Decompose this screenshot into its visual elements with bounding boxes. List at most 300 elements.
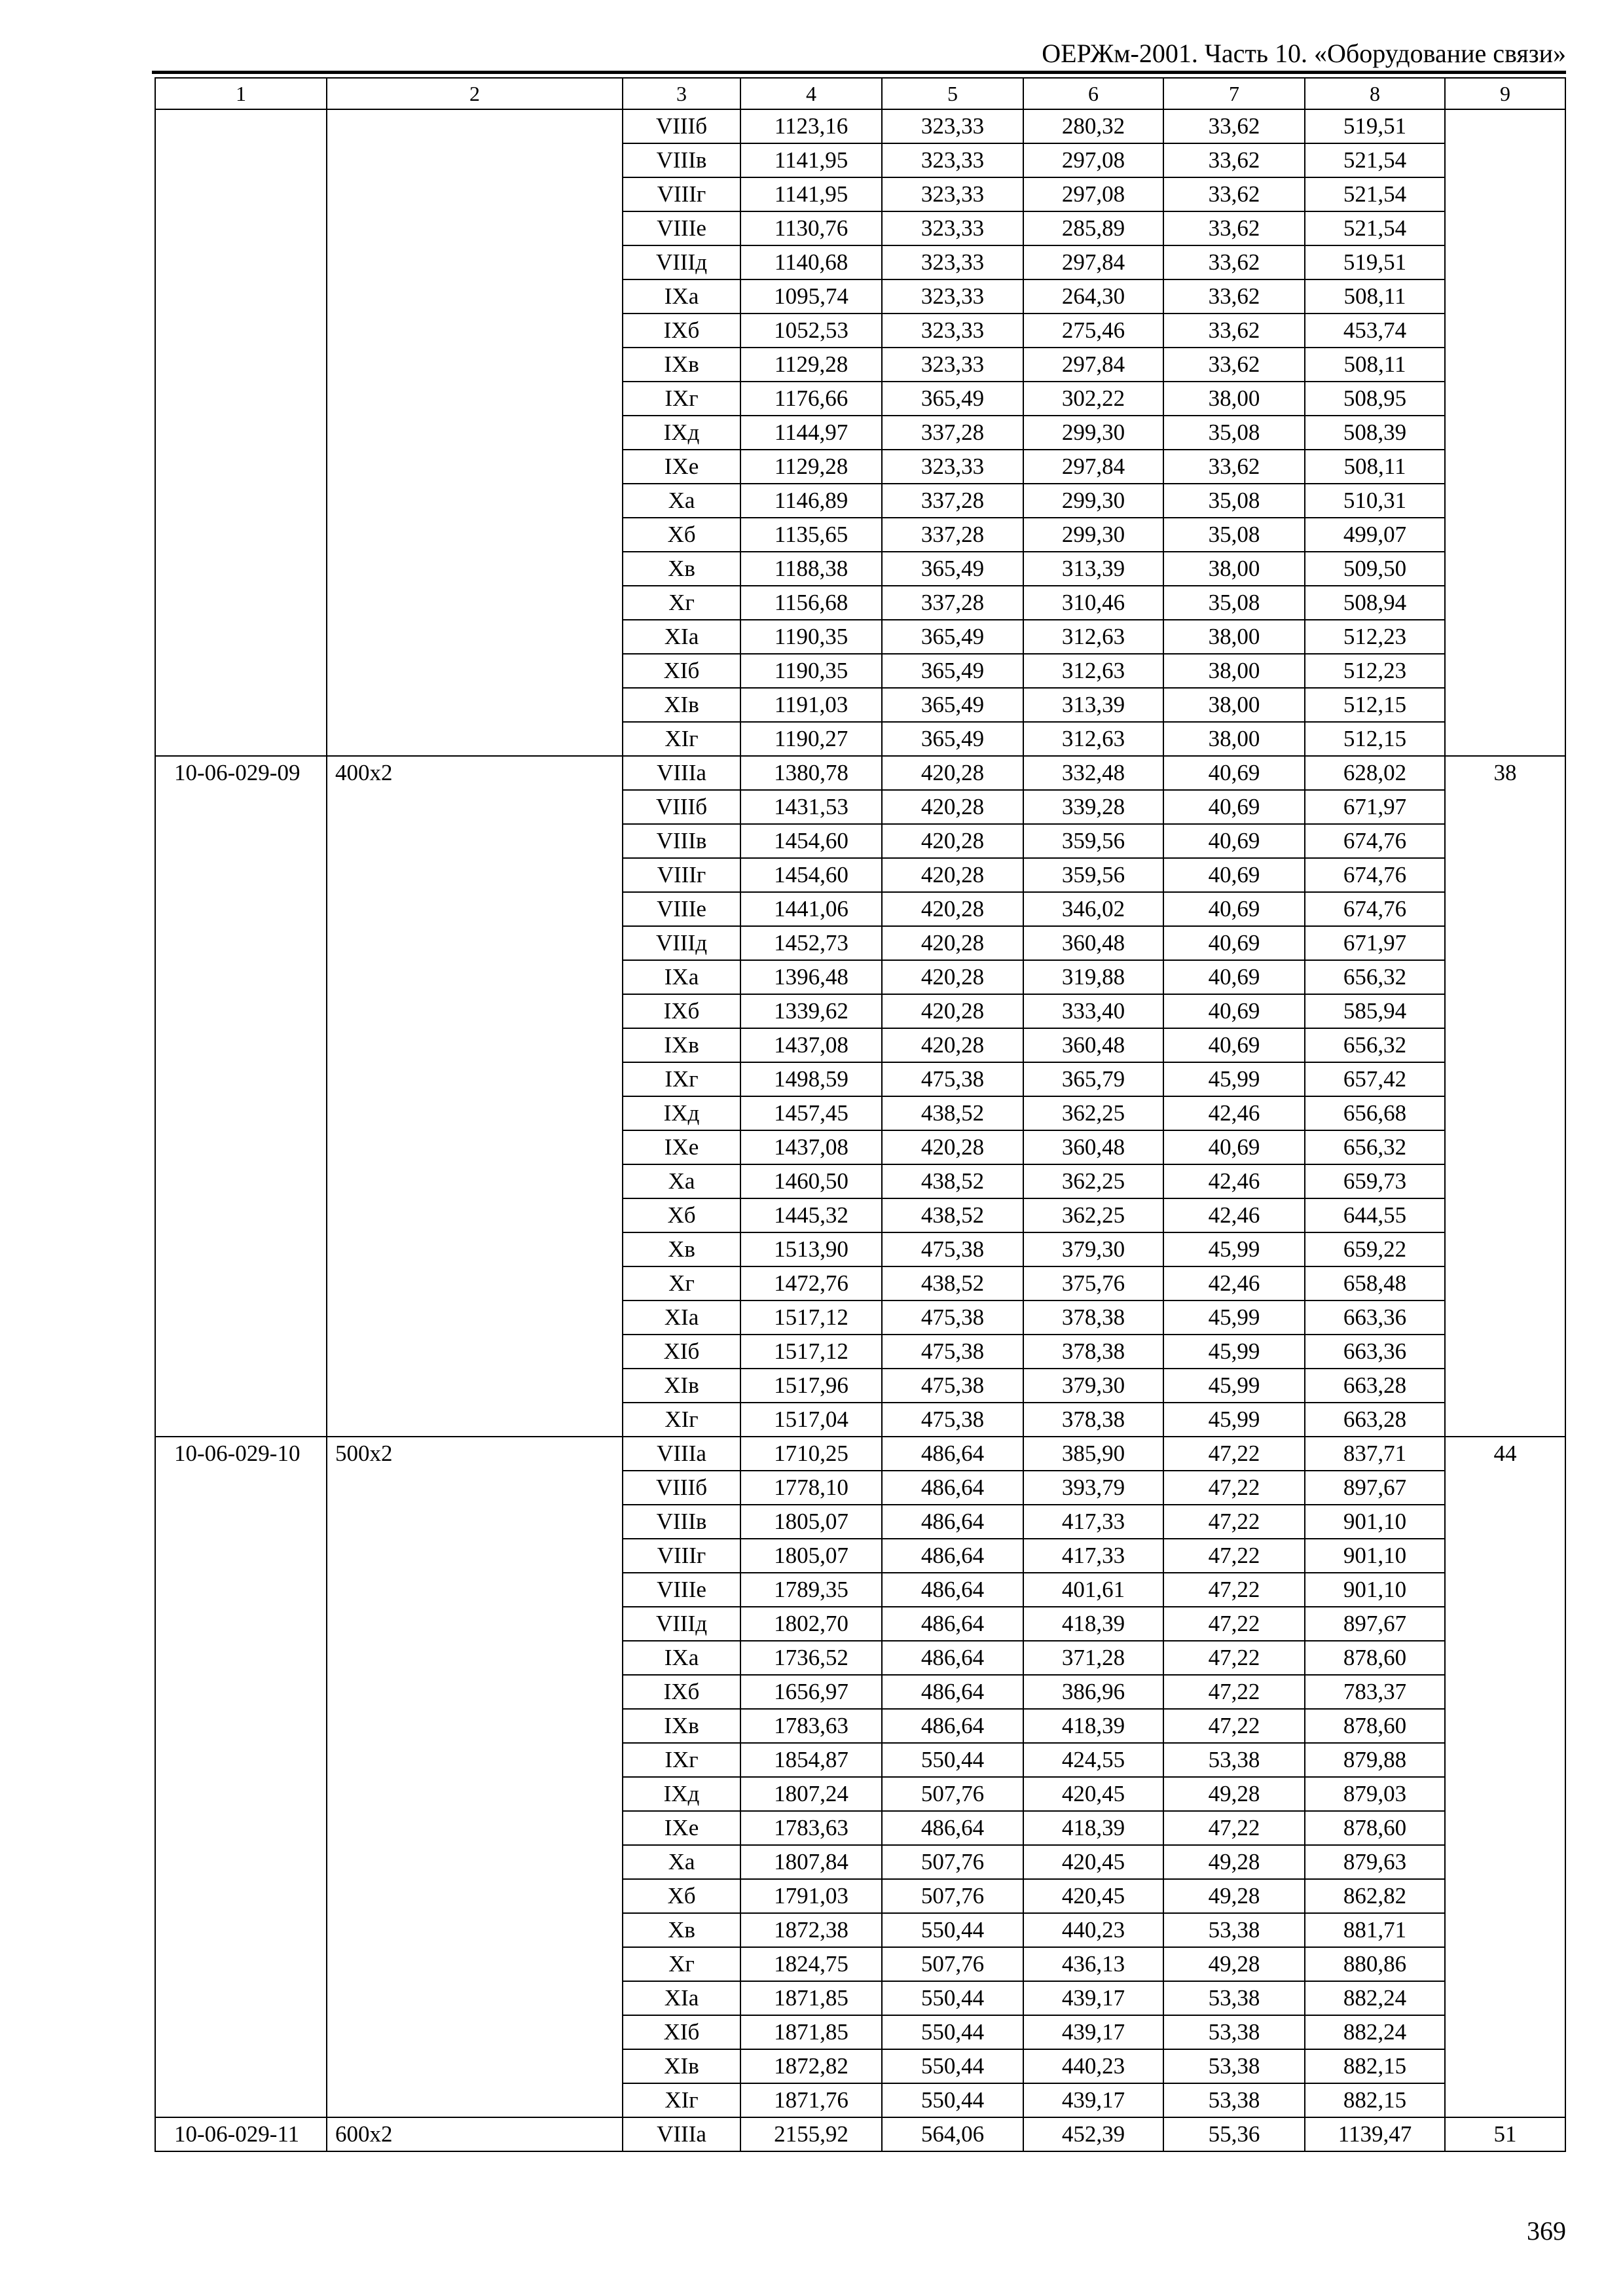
zone-cell: VIIIа	[623, 1437, 740, 1471]
materials-cell: 1139,47	[1305, 2117, 1445, 2151]
wages-cell: 420,28	[882, 1028, 1023, 1062]
wages-cell: 365,49	[882, 688, 1023, 722]
materials-cell: 521,54	[1305, 177, 1445, 211]
materials-cell: 508,39	[1305, 416, 1445, 450]
operator-wages-cell: 47,22	[1163, 1607, 1305, 1641]
total-cost-cell: 1380,78	[740, 756, 882, 790]
machine-cost-cell: 333,40	[1023, 994, 1163, 1028]
operator-wages-cell: 45,99	[1163, 1369, 1305, 1403]
wages-cell: 438,52	[882, 1164, 1023, 1198]
materials-cell: 663,36	[1305, 1300, 1445, 1335]
total-cost-cell: 1052,53	[740, 314, 882, 348]
total-cost-cell: 1872,82	[740, 2049, 882, 2083]
operator-wages-cell: 38,00	[1163, 654, 1305, 688]
total-cost-cell: 1190,35	[740, 654, 882, 688]
zone-cell: XIа	[623, 620, 740, 654]
zone-cell: VIIIб	[623, 1471, 740, 1505]
wages-cell: 507,76	[882, 1947, 1023, 1981]
materials-cell: 862,82	[1305, 1879, 1445, 1913]
materials-cell: 656,32	[1305, 1130, 1445, 1164]
wages-cell: 323,33	[882, 109, 1023, 143]
materials-cell: 882,15	[1305, 2083, 1445, 2117]
materials-cell: 659,73	[1305, 1164, 1445, 1198]
total-cost-cell: 1457,45	[740, 1096, 882, 1130]
total-cost-cell: 1339,62	[740, 994, 882, 1028]
wages-cell: 486,64	[882, 1539, 1023, 1573]
materials-cell: 663,36	[1305, 1335, 1445, 1369]
operator-wages-cell: 40,69	[1163, 790, 1305, 824]
total-cost-cell: 1191,03	[740, 688, 882, 722]
materials-cell: 510,31	[1305, 484, 1445, 518]
operator-wages-cell: 49,28	[1163, 1777, 1305, 1811]
wages-cell: 337,28	[882, 518, 1023, 552]
wages-cell: 420,28	[882, 994, 1023, 1028]
zone-cell: Xб	[623, 1198, 740, 1232]
materials-cell: 508,11	[1305, 348, 1445, 382]
table-row	[155, 756, 1565, 790]
wages-cell: 323,33	[882, 314, 1023, 348]
header-rule	[152, 71, 1566, 74]
total-cost-cell: 1805,07	[740, 1539, 882, 1573]
machine-cost-cell: 312,63	[1023, 620, 1163, 654]
machine-cost-cell: 310,46	[1023, 586, 1163, 620]
zone-cell: VIIIе	[623, 1573, 740, 1607]
operator-wages-cell: 40,69	[1163, 892, 1305, 926]
zone-cell: XIг	[623, 722, 740, 756]
materials-cell: 656,32	[1305, 1028, 1445, 1062]
wages-cell: 323,33	[882, 450, 1023, 484]
operator-wages-cell: 49,28	[1163, 1845, 1305, 1879]
operator-wages-cell: 35,08	[1163, 518, 1305, 552]
zone-cell: IXд	[623, 1096, 740, 1130]
machine-cost-cell: 378,38	[1023, 1335, 1163, 1369]
machine-cost-cell: 339,28	[1023, 790, 1163, 824]
operator-wages-cell: 40,69	[1163, 756, 1305, 790]
wages-cell: 550,44	[882, 1981, 1023, 2015]
total-cost-cell: 1517,96	[740, 1369, 882, 1403]
zone-cell: VIIIе	[623, 892, 740, 926]
wages-cell: 475,38	[882, 1369, 1023, 1403]
rates-table	[155, 77, 1566, 2152]
materials-cell: 521,54	[1305, 211, 1445, 245]
wages-cell: 438,52	[882, 1198, 1023, 1232]
materials-cell: 499,07	[1305, 518, 1445, 552]
column-number: 5	[882, 78, 1023, 109]
wages-cell: 420,28	[882, 892, 1023, 926]
total-cost-cell: 1656,97	[740, 1675, 882, 1709]
materials-cell: 508,11	[1305, 450, 1445, 484]
operator-wages-cell: 49,28	[1163, 1947, 1305, 1981]
total-cost-cell: 1129,28	[740, 450, 882, 484]
operator-wages-cell: 47,22	[1163, 1471, 1305, 1505]
materials-cell: 585,94	[1305, 994, 1445, 1028]
page-header-title: ОЕРЖм-2001. Часть 10. «Оборудование связи»	[1042, 39, 1566, 68]
total-cost-cell: 1176,66	[740, 382, 882, 416]
machine-cost-cell: 371,28	[1023, 1641, 1163, 1675]
zone-cell: VIIIв	[623, 1505, 740, 1539]
machine-cost-cell: 312,63	[1023, 722, 1163, 756]
machine-cost-cell: 264,30	[1023, 279, 1163, 314]
materials-cell: 519,51	[1305, 109, 1445, 143]
zone-cell: XIа	[623, 1300, 740, 1335]
materials-cell: 644,55	[1305, 1198, 1445, 1232]
operator-wages-cell: 42,46	[1163, 1266, 1305, 1300]
wages-cell: 475,38	[882, 1335, 1023, 1369]
zone-cell: VIIIд	[623, 245, 740, 279]
machine-cost-cell: 275,46	[1023, 314, 1163, 348]
machine-cost-cell: 297,84	[1023, 245, 1163, 279]
rate-code-cell: 10-06-029-09	[155, 756, 327, 1437]
zone-cell: IXб	[623, 1675, 740, 1709]
zone-cell: Xв	[623, 552, 740, 586]
zone-cell: VIIIв	[623, 143, 740, 177]
materials-cell: 882,15	[1305, 2049, 1445, 2083]
zone-cell: IXе	[623, 1811, 740, 1845]
wages-cell: 323,33	[882, 143, 1023, 177]
operator-wages-cell: 35,08	[1163, 586, 1305, 620]
total-cost-cell: 1141,95	[740, 143, 882, 177]
wages-cell: 438,52	[882, 1266, 1023, 1300]
zone-cell: VIIIе	[623, 211, 740, 245]
materials-cell: 657,42	[1305, 1062, 1445, 1096]
materials-cell: 512,23	[1305, 620, 1445, 654]
total-cost-cell: 1146,89	[740, 484, 882, 518]
column-number: 2	[327, 78, 623, 109]
zone-cell: XIг	[623, 1403, 740, 1437]
column-number: 7	[1163, 78, 1305, 109]
operator-wages-cell: 40,69	[1163, 1028, 1305, 1062]
total-cost-cell: 1791,03	[740, 1879, 882, 1913]
machine-cost-cell: 418,39	[1023, 1811, 1163, 1845]
total-cost-cell: 1498,59	[740, 1062, 882, 1096]
wages-cell: 507,76	[882, 1845, 1023, 1879]
operator-wages-cell: 40,69	[1163, 1130, 1305, 1164]
zone-cell: VIIIа	[623, 756, 740, 790]
materials-cell: 512,15	[1305, 722, 1445, 756]
wages-cell: 420,28	[882, 926, 1023, 960]
rate-code-cell: 10-06-029-11	[155, 2117, 327, 2151]
machine-cost-cell: 420,45	[1023, 1777, 1163, 1811]
operator-wages-cell: 53,38	[1163, 1981, 1305, 2015]
operator-wages-cell: 33,62	[1163, 314, 1305, 348]
wages-cell: 365,49	[882, 654, 1023, 688]
wages-cell: 550,44	[882, 2049, 1023, 2083]
machine-cost-cell: 420,45	[1023, 1879, 1163, 1913]
machine-cost-cell: 313,39	[1023, 552, 1163, 586]
zone-cell: XIв	[623, 688, 740, 722]
total-cost-cell: 1871,76	[740, 2083, 882, 2117]
operator-wages-cell: 38,00	[1163, 688, 1305, 722]
operator-wages-cell: 35,08	[1163, 416, 1305, 450]
rate-name-cell: 600x2	[327, 2117, 623, 2151]
total-cost-cell: 1783,63	[740, 1709, 882, 1743]
operator-wages-cell: 47,22	[1163, 1675, 1305, 1709]
zone-cell: IXб	[623, 994, 740, 1028]
wages-cell: 323,33	[882, 245, 1023, 279]
table-row	[155, 1437, 1565, 1471]
machine-cost-cell: 424,55	[1023, 1743, 1163, 1777]
zone-cell: IXа	[623, 279, 740, 314]
operator-wages-cell: 33,62	[1163, 348, 1305, 382]
operator-wages-cell: 40,69	[1163, 824, 1305, 858]
labor-cost-cell: 44	[1445, 1437, 1565, 2117]
zone-cell: Xа	[623, 484, 740, 518]
zone-cell: XIг	[623, 2083, 740, 2117]
zone-cell: Xг	[623, 1947, 740, 1981]
materials-cell: 897,67	[1305, 1607, 1445, 1641]
total-cost-cell: 1517,12	[740, 1335, 882, 1369]
materials-cell: 521,54	[1305, 143, 1445, 177]
wages-cell: 475,38	[882, 1403, 1023, 1437]
total-cost-cell: 1135,65	[740, 518, 882, 552]
table-row	[155, 2117, 1565, 2151]
total-cost-cell: 1802,70	[740, 1607, 882, 1641]
materials-cell: 897,67	[1305, 1471, 1445, 1505]
operator-wages-cell: 33,62	[1163, 245, 1305, 279]
materials-cell: 882,24	[1305, 1981, 1445, 2015]
zone-cell: IXв	[623, 1028, 740, 1062]
wages-cell: 564,06	[882, 2117, 1023, 2151]
materials-cell: 783,37	[1305, 1675, 1445, 1709]
operator-wages-cell: 45,99	[1163, 1062, 1305, 1096]
wages-cell: 365,49	[882, 552, 1023, 586]
total-cost-cell: 1454,60	[740, 858, 882, 892]
wages-cell: 486,64	[882, 1607, 1023, 1641]
operator-wages-cell: 45,99	[1163, 1232, 1305, 1266]
materials-cell: 674,76	[1305, 824, 1445, 858]
total-cost-cell: 1141,95	[740, 177, 882, 211]
total-cost-cell: 1513,90	[740, 1232, 882, 1266]
labor-cost-cell	[1445, 109, 1565, 756]
operator-wages-cell: 49,28	[1163, 1879, 1305, 1913]
wages-cell: 486,64	[882, 1641, 1023, 1675]
machine-cost-cell: 362,25	[1023, 1164, 1163, 1198]
operator-wages-cell: 33,62	[1163, 211, 1305, 245]
machine-cost-cell: 359,56	[1023, 858, 1163, 892]
machine-cost-cell: 440,23	[1023, 1913, 1163, 1947]
wages-cell: 365,49	[882, 382, 1023, 416]
machine-cost-cell: 319,88	[1023, 960, 1163, 994]
wages-cell: 475,38	[882, 1232, 1023, 1266]
machine-cost-cell: 332,48	[1023, 756, 1163, 790]
wages-cell: 507,76	[882, 1879, 1023, 1913]
machine-cost-cell: 418,39	[1023, 1607, 1163, 1641]
zone-cell: Xб	[623, 1879, 740, 1913]
wages-cell: 486,64	[882, 1437, 1023, 1471]
total-cost-cell: 1095,74	[740, 279, 882, 314]
total-cost-cell: 1156,68	[740, 586, 882, 620]
wages-cell: 420,28	[882, 790, 1023, 824]
zone-cell: Xб	[623, 518, 740, 552]
wages-cell: 337,28	[882, 416, 1023, 450]
table-row	[155, 109, 1565, 143]
total-cost-cell: 1190,35	[740, 620, 882, 654]
wages-cell: 475,38	[882, 1300, 1023, 1335]
machine-cost-cell: 452,39	[1023, 2117, 1163, 2151]
total-cost-cell: 1517,04	[740, 1403, 882, 1437]
zone-cell: IXв	[623, 348, 740, 382]
total-cost-cell: 1872,38	[740, 1913, 882, 1947]
wages-cell: 550,44	[882, 1913, 1023, 1947]
materials-cell: 663,28	[1305, 1369, 1445, 1403]
wages-cell: 438,52	[882, 1096, 1023, 1130]
materials-cell: 628,02	[1305, 756, 1445, 790]
zone-cell: VIIIг	[623, 177, 740, 211]
column-number: 9	[1445, 78, 1565, 109]
total-cost-cell: 1441,06	[740, 892, 882, 926]
total-cost-cell: 1824,75	[740, 1947, 882, 1981]
total-cost-cell: 1445,32	[740, 1198, 882, 1232]
rate-name-cell: 400x2	[327, 756, 623, 1437]
machine-cost-cell: 299,30	[1023, 416, 1163, 450]
total-cost-cell: 1854,87	[740, 1743, 882, 1777]
total-cost-cell: 1190,27	[740, 722, 882, 756]
rate-name-cell	[327, 109, 623, 756]
zone-cell: IXд	[623, 1777, 740, 1811]
wages-cell: 475,38	[882, 1062, 1023, 1096]
machine-cost-cell: 297,08	[1023, 177, 1163, 211]
column-number: 8	[1305, 78, 1445, 109]
wages-cell: 365,49	[882, 722, 1023, 756]
machine-cost-cell: 362,25	[1023, 1198, 1163, 1232]
wages-cell: 323,33	[882, 211, 1023, 245]
machine-cost-cell: 401,61	[1023, 1573, 1163, 1607]
wages-cell: 486,64	[882, 1505, 1023, 1539]
zone-cell: VIIIг	[623, 858, 740, 892]
column-number: 6	[1023, 78, 1163, 109]
operator-wages-cell: 38,00	[1163, 620, 1305, 654]
materials-cell: 508,95	[1305, 382, 1445, 416]
wages-cell: 420,28	[882, 960, 1023, 994]
materials-cell: 879,03	[1305, 1777, 1445, 1811]
zone-cell: IXе	[623, 1130, 740, 1164]
total-cost-cell: 1188,38	[740, 552, 882, 586]
materials-cell: 671,97	[1305, 790, 1445, 824]
column-number: 4	[740, 78, 882, 109]
materials-cell: 659,22	[1305, 1232, 1445, 1266]
operator-wages-cell: 35,08	[1163, 484, 1305, 518]
materials-cell: 453,74	[1305, 314, 1445, 348]
total-cost-cell: 1460,50	[740, 1164, 882, 1198]
operator-wages-cell: 53,38	[1163, 2049, 1305, 2083]
wages-cell: 323,33	[882, 177, 1023, 211]
zone-cell: Xа	[623, 1845, 740, 1879]
total-cost-cell: 1454,60	[740, 824, 882, 858]
machine-cost-cell: 297,08	[1023, 143, 1163, 177]
operator-wages-cell: 53,38	[1163, 2015, 1305, 2049]
total-cost-cell: 1396,48	[740, 960, 882, 994]
total-cost-cell: 1123,16	[740, 109, 882, 143]
zone-cell: XIв	[623, 1369, 740, 1403]
wages-cell: 337,28	[882, 586, 1023, 620]
wages-cell: 486,64	[882, 1811, 1023, 1845]
operator-wages-cell: 42,46	[1163, 1096, 1305, 1130]
wages-cell: 486,64	[882, 1675, 1023, 1709]
rate-code-cell: 10-06-029-10	[155, 1437, 327, 2117]
zone-cell: VIIIб	[623, 790, 740, 824]
zone-cell: IXе	[623, 450, 740, 484]
operator-wages-cell: 40,69	[1163, 960, 1305, 994]
zone-cell: Xв	[623, 1232, 740, 1266]
machine-cost-cell: 280,32	[1023, 109, 1163, 143]
machine-cost-cell: 297,84	[1023, 348, 1163, 382]
materials-cell: 508,94	[1305, 586, 1445, 620]
materials-cell: 656,32	[1305, 960, 1445, 994]
machine-cost-cell: 378,38	[1023, 1403, 1163, 1437]
wages-cell: 486,64	[882, 1709, 1023, 1743]
materials-cell: 879,88	[1305, 1743, 1445, 1777]
operator-wages-cell: 40,69	[1163, 858, 1305, 892]
operator-wages-cell: 47,22	[1163, 1437, 1305, 1471]
zone-cell: IXд	[623, 416, 740, 450]
zone-cell: XIб	[623, 2015, 740, 2049]
wages-cell: 550,44	[882, 2083, 1023, 2117]
wages-cell: 507,76	[882, 1777, 1023, 1811]
materials-cell: 901,10	[1305, 1505, 1445, 1539]
machine-cost-cell: 417,33	[1023, 1539, 1163, 1573]
total-cost-cell: 1129,28	[740, 348, 882, 382]
materials-cell: 878,60	[1305, 1641, 1445, 1675]
wages-cell: 486,64	[882, 1471, 1023, 1505]
zone-cell: IXа	[623, 1641, 740, 1675]
total-cost-cell: 1517,12	[740, 1300, 882, 1335]
machine-cost-cell: 362,25	[1023, 1096, 1163, 1130]
column-number-row	[155, 78, 1565, 109]
materials-cell: 512,15	[1305, 688, 1445, 722]
zone-cell: IXа	[623, 960, 740, 994]
zone-cell: IXг	[623, 382, 740, 416]
rate-code-cell	[155, 109, 327, 756]
machine-cost-cell: 378,38	[1023, 1300, 1163, 1335]
total-cost-cell: 1437,08	[740, 1028, 882, 1062]
materials-cell: 656,68	[1305, 1096, 1445, 1130]
materials-cell: 671,97	[1305, 926, 1445, 960]
zone-cell: VIIIд	[623, 926, 740, 960]
total-cost-cell: 1736,52	[740, 1641, 882, 1675]
machine-cost-cell: 385,90	[1023, 1437, 1163, 1471]
machine-cost-cell: 359,56	[1023, 824, 1163, 858]
operator-wages-cell: 47,22	[1163, 1539, 1305, 1573]
machine-cost-cell: 299,30	[1023, 484, 1163, 518]
zone-cell: IXг	[623, 1743, 740, 1777]
total-cost-cell: 1807,24	[740, 1777, 882, 1811]
materials-cell: 663,28	[1305, 1403, 1445, 1437]
materials-cell: 878,60	[1305, 1709, 1445, 1743]
zone-cell: IXб	[623, 314, 740, 348]
zone-cell: XIб	[623, 1335, 740, 1369]
total-cost-cell: 1452,73	[740, 926, 882, 960]
operator-wages-cell: 33,62	[1163, 279, 1305, 314]
zone-cell: VIIIд	[623, 1607, 740, 1641]
materials-cell: 512,23	[1305, 654, 1445, 688]
machine-cost-cell: 360,48	[1023, 1130, 1163, 1164]
operator-wages-cell: 38,00	[1163, 382, 1305, 416]
operator-wages-cell: 42,46	[1163, 1164, 1305, 1198]
total-cost-cell: 1807,84	[740, 1845, 882, 1879]
machine-cost-cell: 439,17	[1023, 1981, 1163, 2015]
materials-cell: 878,60	[1305, 1811, 1445, 1845]
machine-cost-cell: 420,45	[1023, 1845, 1163, 1879]
total-cost-cell: 1789,35	[740, 1573, 882, 1607]
machine-cost-cell: 386,96	[1023, 1675, 1163, 1709]
materials-cell: 879,63	[1305, 1845, 1445, 1879]
operator-wages-cell: 55,36	[1163, 2117, 1305, 2151]
wages-cell: 323,33	[882, 279, 1023, 314]
total-cost-cell: 1437,08	[740, 1130, 882, 1164]
materials-cell: 658,48	[1305, 1266, 1445, 1300]
column-number: 3	[623, 78, 740, 109]
materials-cell: 674,76	[1305, 858, 1445, 892]
